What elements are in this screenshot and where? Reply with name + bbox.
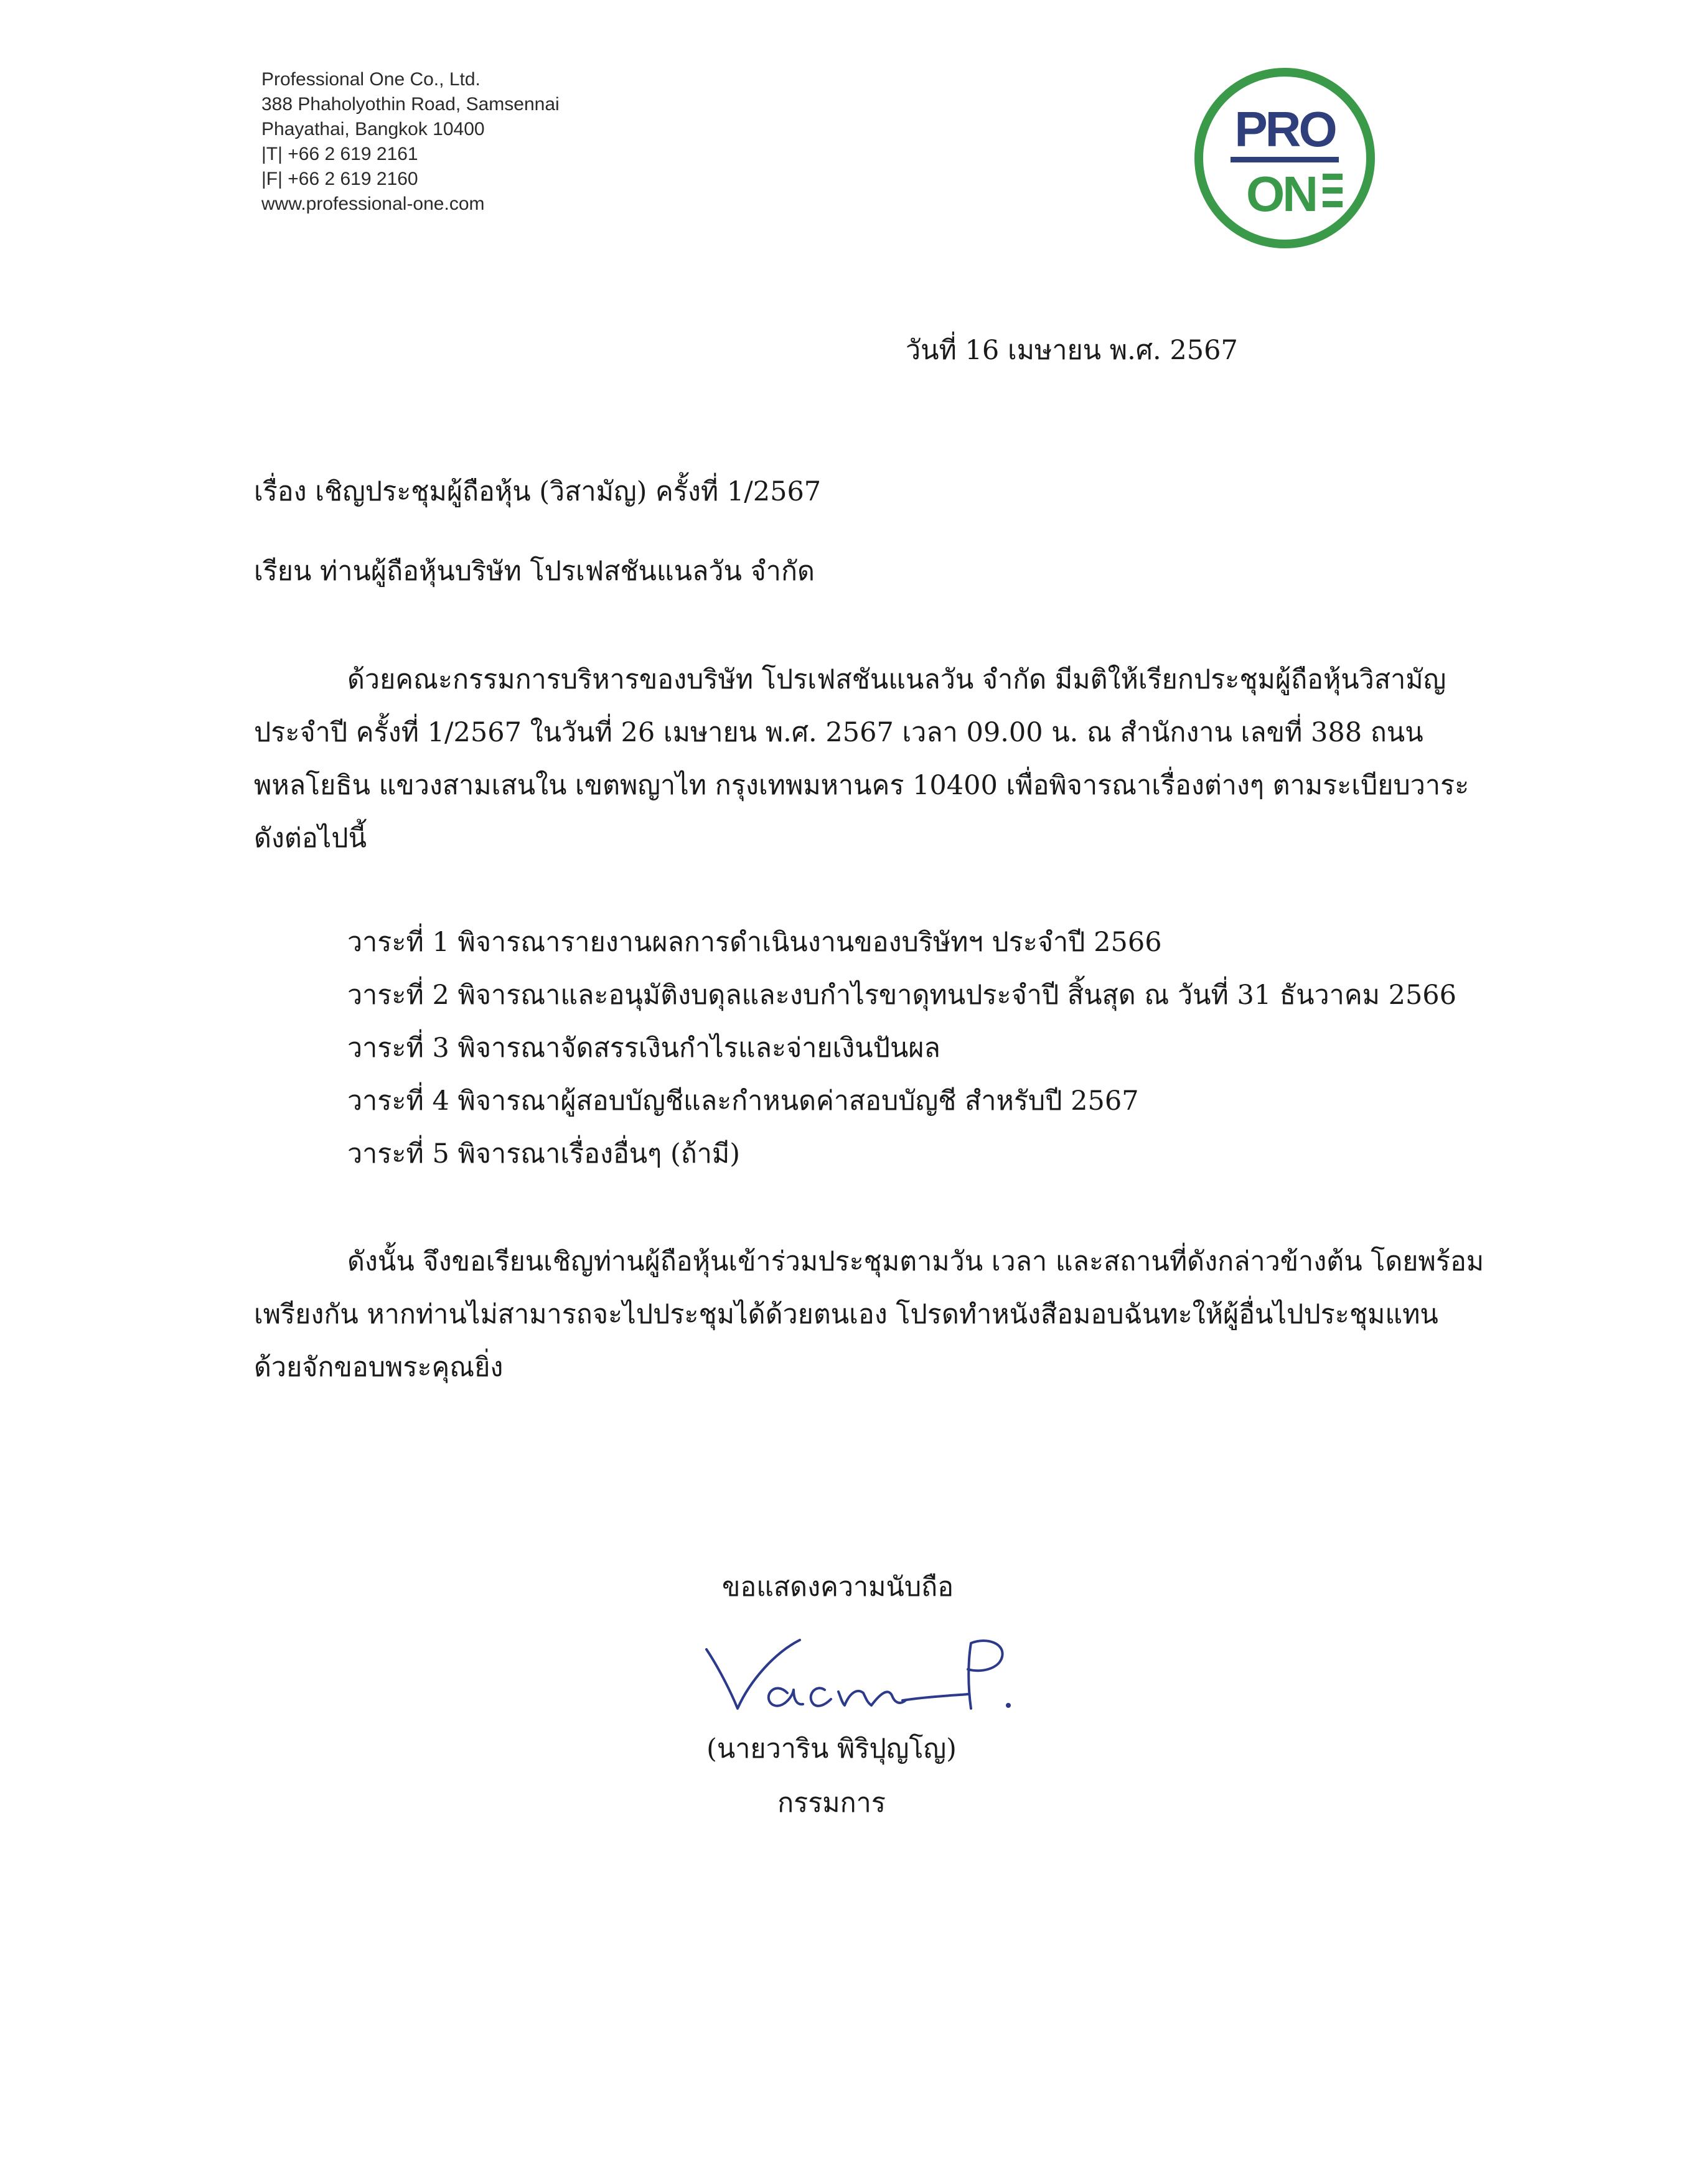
address-line-2: Phayathai, Bangkok 10400 [261, 119, 485, 139]
letter-salutation: เรียน ท่านผู้ถือหุ้นบริษัท โปรเฟสชันแนลวัน จำกัด [254, 556, 815, 587]
phone-number: |T| +66 2 619 2161 [261, 144, 418, 164]
letter-subject: เรื่อง เชิญประชุมผู้ถือหุ้น (วิสามัญ) ครั้งที่ 1/2567 [254, 476, 822, 507]
logo-text-one: ON [1246, 166, 1316, 222]
signer-name: (นายวาริน พิริปุญโญ) [706, 1733, 957, 1765]
body-line: ดังต่อไปนี้ [254, 823, 367, 854]
agenda-list [347, 916, 1456, 1181]
letter-date: วันที่ 16 เมษายน พ.ศ. 2567 [906, 335, 1238, 366]
closing-paragraph [254, 1235, 1484, 1394]
agenda-item: วาระที่ 2 พิจารณาและอนุมัติงบดุลและงบกำไรขาดุทนประจำปี สิ้นสุด ณ วันที่ 31 ธันวาคม 2566 [347, 980, 1457, 1011]
agenda-item: วาระที่ 3 พิจารณาจัดสรรเงินกำไรและจ่ายเงินปันผล [347, 1033, 940, 1064]
body-paragraph [254, 654, 1470, 865]
body-line: ประจำปี ครั้งที่ 1/2567 ในวันที่ 26 เมษายน พ.ศ. 2567 เวลา 09.00 น. ณ สำนักงาน เลขที่ 388 ถนน [254, 717, 1423, 748]
website: www.professional-one.com [261, 194, 485, 214]
letterhead [261, 67, 560, 217]
body-line: ด้วยคณะกรรมการบริหารของบริษัท โปรเฟสชันแนลวัน จำกัด มีมติให้เรียกประชุมผู้ถือหุ้นวิสามัญ [347, 664, 1447, 695]
agenda-item: วาระที่ 1 พิจารณารายงานผลการดำเนินงานของบริษัทฯ ประจำปี 2566 [347, 927, 1162, 958]
company-name: Professional One Co., Ltd. [261, 69, 481, 90]
closing-line: ดังนั้น จึงขอเรียนเชิญท่านผู้ถือหุ้นเข้าร่วมประชุมตามวัน เวลา และสถานที่ดังกล่าวข้างต้น โดยพร้อม [347, 1246, 1484, 1277]
pro-one-logo [1192, 65, 1377, 251]
agenda-item: วาระที่ 4 พิจารณาผู้สอบบัญชีและกำหนดค่าสอบบัญชี สำหรับปี 2567 [347, 1085, 1139, 1117]
closing-line: ด้วยจักขอบพระคุณยิ่ง [254, 1352, 504, 1383]
handwritten-signature [694, 1618, 1018, 1718]
address-line-1: 388 Phaholyothin Road, Samsennai [261, 94, 560, 115]
fax-number: |F| +66 2 619 2160 [261, 169, 418, 189]
signer-title: กรรมการ [777, 1788, 886, 1819]
body-line: พหลโยธิน แขวงสามเสนใน เขตพญาไท กรุงเทพมหานคร 10400 เพื่อพิจารณาเรื่องต่างๆ ตามระเบียบวาระ [254, 770, 1470, 801]
logo-text-pro: PRO [1234, 101, 1335, 157]
closing-respect: ขอแสดงความนับถือ [721, 1572, 954, 1603]
closing-line: เพรียงกัน หากท่านไม่สามารถจะไปประชุมได้ด้วยตนเอง โปรดทำหนังสือมอบฉันทะให้ผู้อื่นไปประชุมแทน [254, 1299, 1438, 1330]
agenda-item: วาระที่ 5 พิจารณาเรื่องอื่นๆ (ถ้ามี) [347, 1138, 741, 1169]
